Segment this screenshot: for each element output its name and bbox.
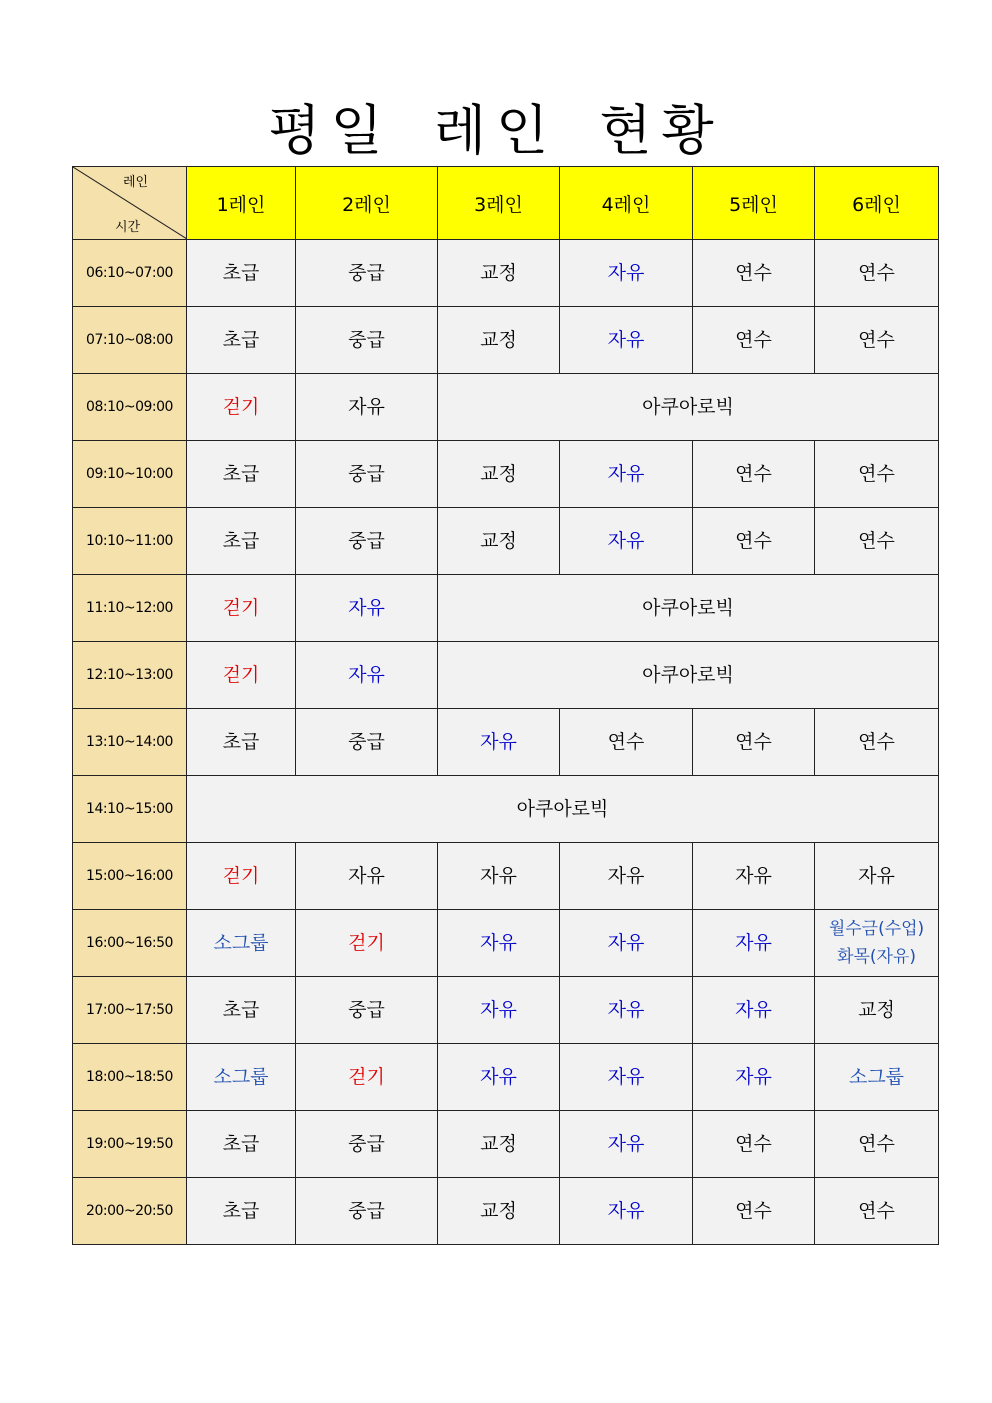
schedule-body [73,240,939,1245]
lane-program-cell: 자유 [296,575,438,642]
lane-program-cell: 중급 [296,1111,438,1178]
lane-header: 1레인 [187,167,296,240]
lane-program-cell: 연수 [693,240,815,307]
lane-program-cell: 자유 [560,508,693,575]
time-slot: 15:00~16:00 [73,843,187,910]
lane-program-cell: 연수 [815,508,939,575]
lane-program-cell: 연수 [815,1111,939,1178]
lane-program-cell: 자유 [693,977,815,1044]
lane-program-cell: 자유 [693,1044,815,1111]
lane-program-cell: 중급 [296,709,438,776]
lane-program-cell: 교정 [438,1178,560,1245]
lane-program-cell: 초급 [187,1178,296,1245]
lane-header: 4레인 [560,167,693,240]
lane-program-cell: 초급 [187,307,296,374]
time-slot: 13:10~14:00 [73,709,187,776]
lane-program-cell: 자유 [560,1044,693,1111]
lane-program-cell: 연수 [693,1111,815,1178]
lane-program-cell: 자유 [296,374,438,441]
schedule-row [73,642,939,709]
schedule-row [73,910,939,977]
lane-program-cell: 자유 [296,843,438,910]
program-line: 월수금(수업) [828,919,925,939]
lane-program-cell: 중급 [296,508,438,575]
lane-program-cell: 초급 [187,709,296,776]
lane-program-cell: 자유 [438,910,560,977]
lane-program-cell: 자유 [296,642,438,709]
schedule-row [73,441,939,508]
lane-program-cell: 연수 [815,307,939,374]
lane-program-cell: 중급 [296,977,438,1044]
time-slot: 12:10~13:00 [73,642,187,709]
lane-program-cell: 걷기 [187,843,296,910]
corner-time-label: 시간 [115,220,141,235]
lane-program-cell: 자유 [560,1178,693,1245]
page-title: 평일 레인 현황 [268,99,724,162]
corner-lane-label: 레인 [123,175,149,190]
lane-program-cell: 초급 [187,441,296,508]
lane-program-cell: 연수 [693,307,815,374]
lane-program-cell: 연수 [815,1178,939,1245]
lane-program-cell: 소그룹 [187,910,296,977]
lane-program-cell: 초급 [187,508,296,575]
time-slot: 10:10~11:00 [73,508,187,575]
lane-program-cell: 자유 [560,1111,693,1178]
schedule-row [73,575,939,642]
lane-program-cell: 자유 [560,441,693,508]
schedule-row [73,977,939,1044]
lane-program-cell: 중급 [296,441,438,508]
lane-program-cell: 교정 [815,977,939,1044]
lane-program-cell: 초급 [187,240,296,307]
lane-program-cell: 자유 [560,843,693,910]
lane-program-cell: 걷기 [296,910,438,977]
time-slot: 06:10~07:00 [73,240,187,307]
lane-program-cell: 초급 [187,977,296,1044]
schedule-row [73,240,939,307]
lane-program-cell: 소그룹 [815,1044,939,1111]
schedule-row [73,709,939,776]
lane-header: 6레인 [815,167,939,240]
lane-program-cell: 아쿠아로빅 [187,776,939,843]
lane-program-cell: 자유 [560,240,693,307]
time-slot: 09:10~10:00 [73,441,187,508]
lane-program-cell: 자유 [693,843,815,910]
lane-program-cell: 교정 [438,508,560,575]
lane-program-cell: 자유 [815,843,939,910]
lane-program-cell: 초급 [187,1111,296,1178]
lane-program-cell: 걷기 [187,575,296,642]
lane-program-cell: 아쿠아로빅 [438,575,939,642]
lane-program-cell: 연수 [815,709,939,776]
time-slot: 18:00~18:50 [73,1044,187,1111]
lane-program-cell: 교정 [438,1111,560,1178]
lane-program-cell: 연수 [693,508,815,575]
lane-program-cell: 교정 [438,307,560,374]
lane-program-cell: 연수 [693,1178,815,1245]
lane-header: 2레인 [296,167,438,240]
schedule-row [73,307,939,374]
corner-header [73,167,187,240]
schedule-row [73,776,939,843]
schedule-row [73,1111,939,1178]
lane-program-cell: 중급 [296,1178,438,1245]
lane-program-cell: 중급 [296,307,438,374]
lane-program-cell: 연수 [693,709,815,776]
lane-program-cell: 교정 [438,441,560,508]
schedule-row [73,843,939,910]
lane-header: 3레인 [438,167,560,240]
time-slot: 07:10~08:00 [73,307,187,374]
schedule-row [73,508,939,575]
lane-program-cell: 아쿠아로빅 [438,374,939,441]
lane-program-cell: 아쿠아로빅 [438,642,939,709]
lane-program-cell [815,910,939,977]
lane-program-cell: 자유 [560,977,693,1044]
lane-program-cell: 자유 [438,1044,560,1111]
schedule-row [73,1178,939,1245]
lane-program-cell: 연수 [815,441,939,508]
program-line: 화목(자유) [837,947,916,967]
lane-program-cell: 자유 [438,977,560,1044]
lane-program-cell: 연수 [693,441,815,508]
lane-program-cell: 자유 [693,910,815,977]
lane-program-cell: 자유 [560,307,693,374]
lane-program-cell: 걷기 [296,1044,438,1111]
header-row [73,167,939,240]
lane-program-cell: 자유 [438,843,560,910]
time-slot: 14:10~15:00 [73,776,187,843]
lane-program-cell: 중급 [296,240,438,307]
time-slot: 11:10~12:00 [73,575,187,642]
lane-program-cell: 자유 [560,910,693,977]
lane-program-cell: 걷기 [187,642,296,709]
lane-schedule-table [72,166,939,1245]
lane-header: 5레인 [693,167,815,240]
time-slot: 08:10~09:00 [73,374,187,441]
lane-program-cell: 교정 [438,240,560,307]
time-slot: 20:00~20:50 [73,1178,187,1245]
lane-program-cell: 걷기 [187,374,296,441]
schedule-row [73,374,939,441]
time-slot: 19:00~19:50 [73,1111,187,1178]
schedule-row [73,1044,939,1111]
time-slot: 17:00~17:50 [73,977,187,1044]
time-slot: 16:00~16:50 [73,910,187,977]
lane-program-cell: 연수 [560,709,693,776]
lane-program-cell: 자유 [438,709,560,776]
lane-program-cell: 소그룹 [187,1044,296,1111]
lane-program-cell: 연수 [815,240,939,307]
